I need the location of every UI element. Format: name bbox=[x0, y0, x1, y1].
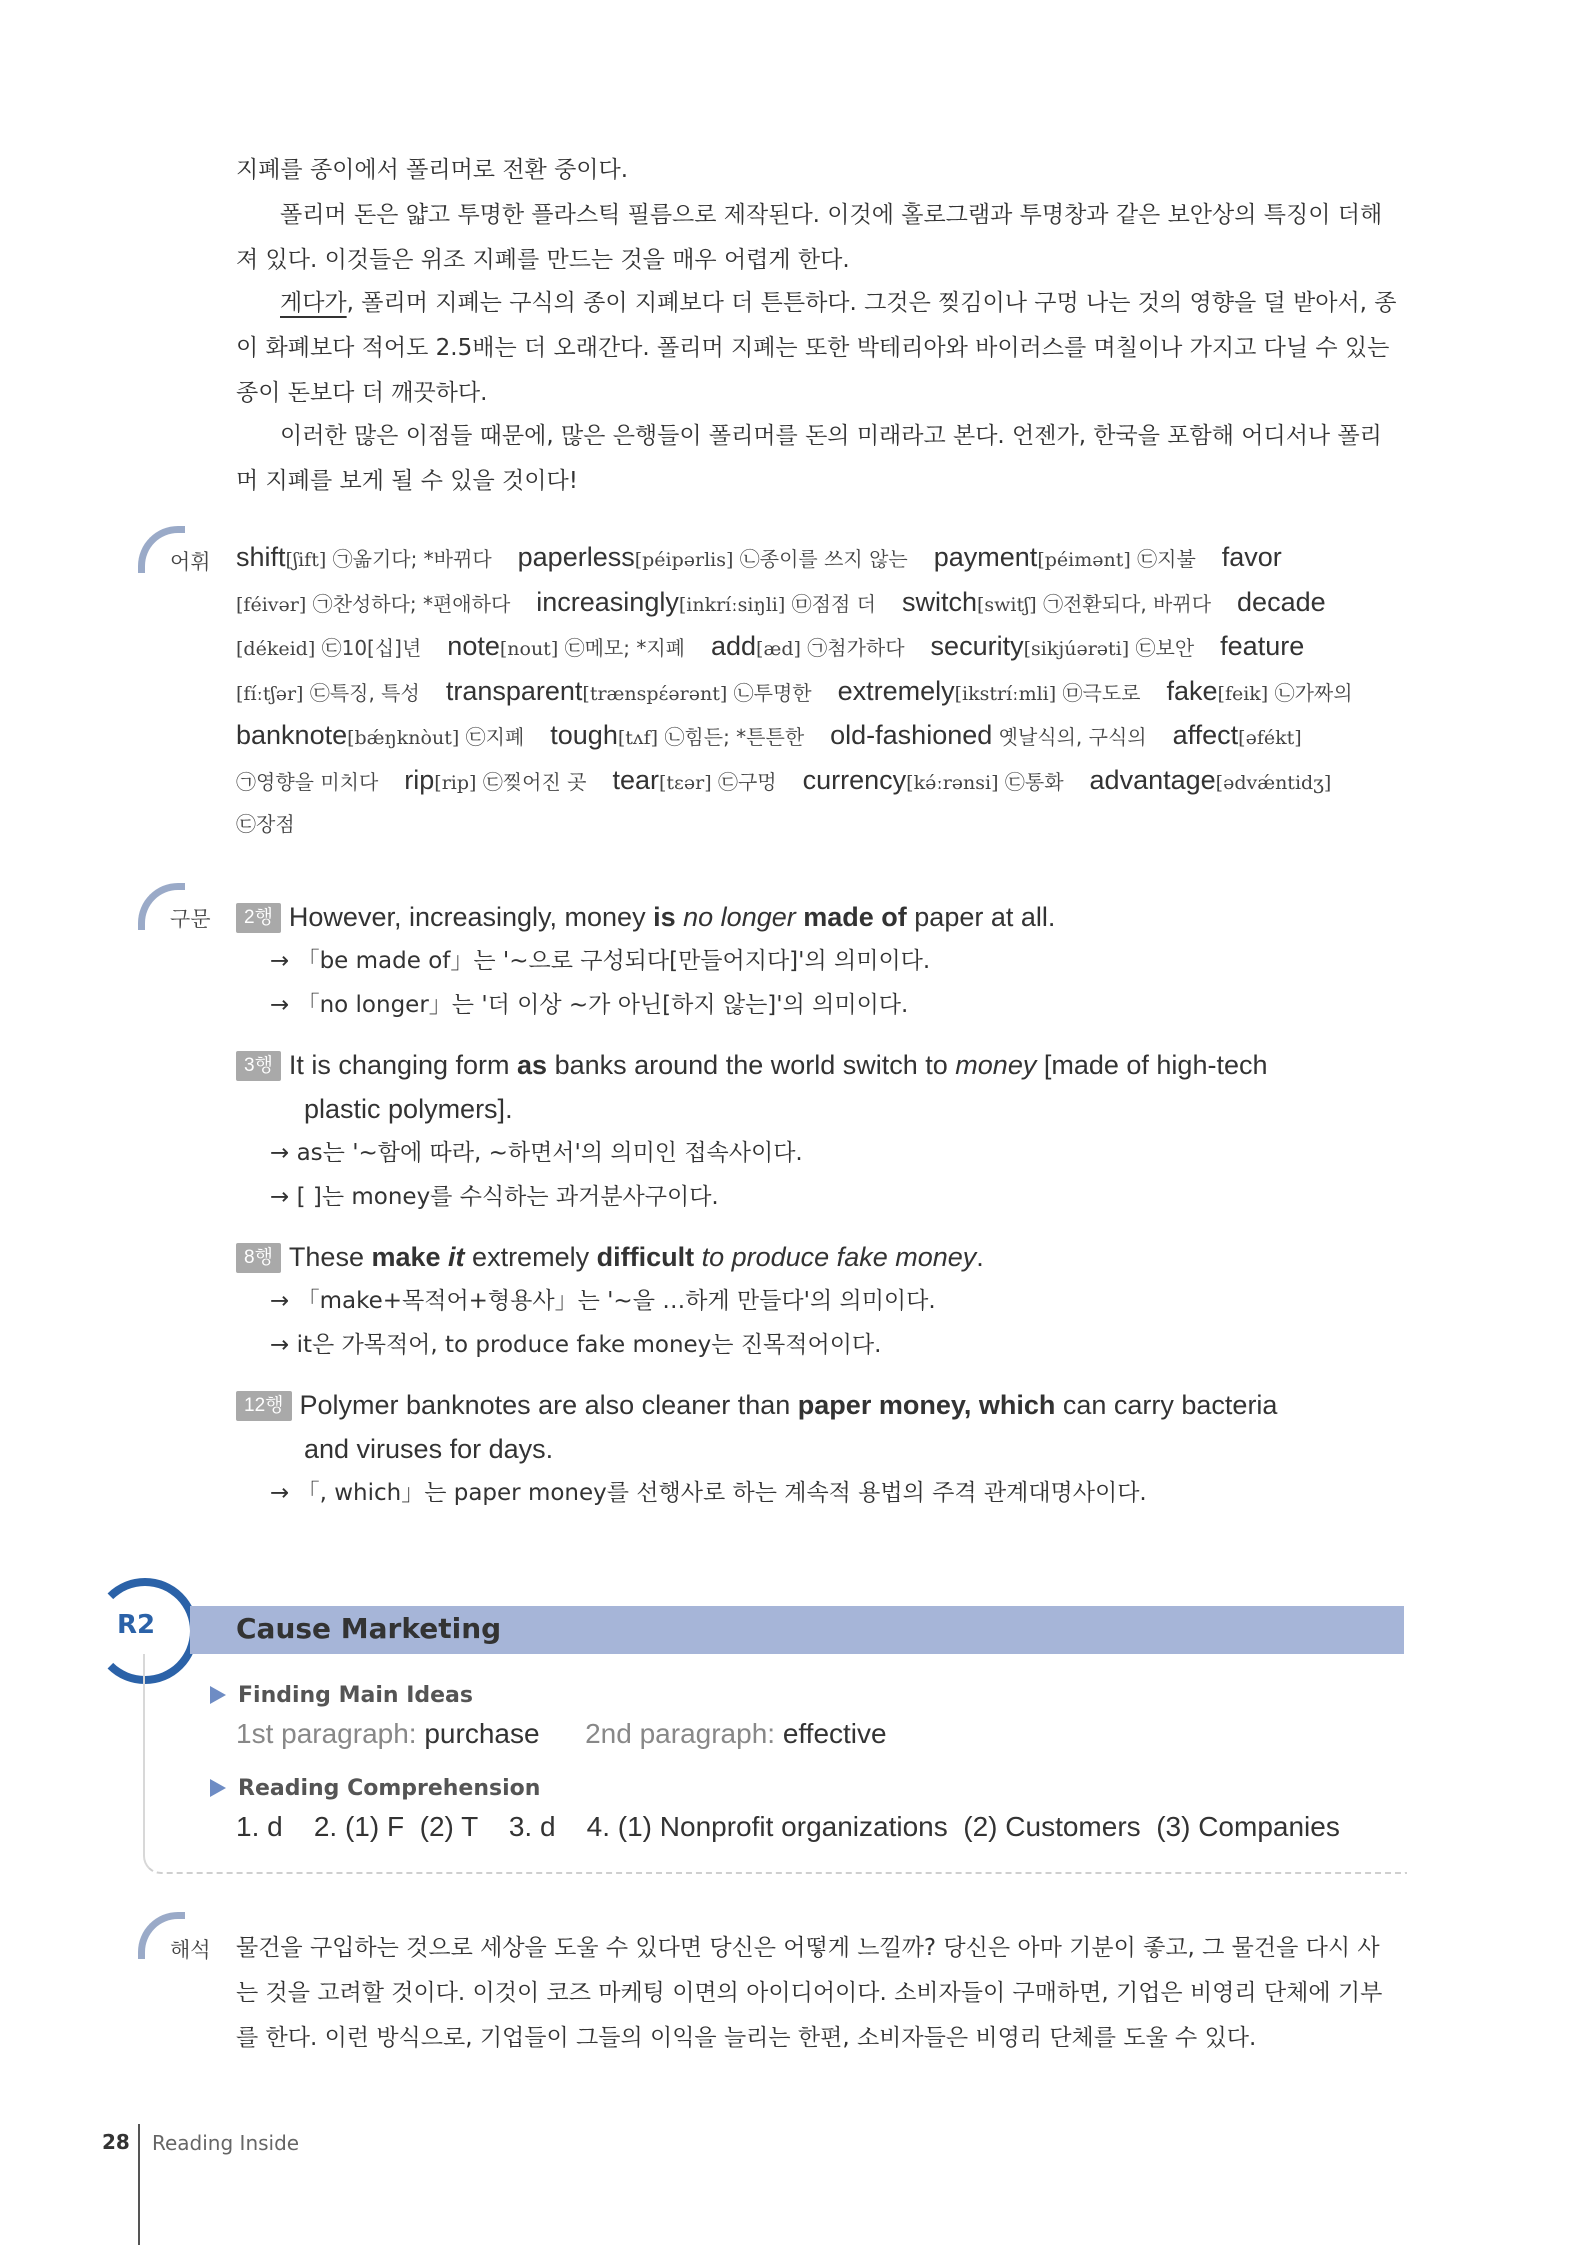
heading-text: Reading Comprehension bbox=[238, 1776, 541, 1801]
triangle-bullet-icon bbox=[210, 1779, 226, 1797]
vocab-word: security bbox=[930, 631, 1024, 661]
vocab-phonetic: [nout] bbox=[499, 638, 559, 660]
vocab-phonetic: [rip] bbox=[434, 771, 477, 794]
vocab-entry bbox=[445, 675, 812, 706]
vocab-tag bbox=[128, 526, 238, 576]
vocab-entry bbox=[837, 675, 1141, 706]
r2-title: Cause Marketing bbox=[236, 1612, 502, 1645]
grammar-note: → 「no longer」는 '더 이상 ~가 아닌[하지 않는]'의 의미이다. bbox=[270, 992, 909, 1018]
vocab-phonetic: [péimənt] bbox=[1037, 549, 1131, 571]
finding-main-ideas-answers bbox=[236, 1718, 887, 1750]
vocab-line bbox=[236, 580, 1426, 625]
vocab-line bbox=[236, 802, 1426, 847]
vocab-entry bbox=[236, 720, 525, 750]
vocab-meaning: ㉤극도로 bbox=[1062, 680, 1141, 705]
vocab-meaning: ㉡투명한 bbox=[733, 680, 812, 705]
vocab-entry bbox=[447, 631, 685, 661]
vocab-phonetic: [kə́ːrənsi] bbox=[906, 771, 999, 794]
vocab-entry bbox=[1089, 764, 1332, 795]
vocab-entry bbox=[1220, 631, 1305, 661]
vocab-meaning: ㉡종이를 쓰지 않는 bbox=[739, 547, 908, 571]
page-number: 28 bbox=[102, 2130, 130, 2154]
sentence-fragment: made of bbox=[803, 902, 907, 932]
sentence-fragment bbox=[676, 902, 684, 932]
vocab-word: rip bbox=[404, 764, 435, 795]
book-title: Reading Inside bbox=[152, 2131, 300, 2155]
vocab-line bbox=[236, 624, 1426, 669]
vocab-entry bbox=[710, 631, 905, 661]
grammar-sentence bbox=[236, 1383, 1426, 1427]
vocab-meaning: ㉡힘든; *튼튼한 bbox=[664, 725, 805, 749]
vocab-entry bbox=[550, 720, 805, 750]
line-number-badge: 2행 bbox=[236, 903, 281, 933]
vocab-meaning: ㉢지폐 bbox=[465, 725, 525, 749]
grammar-item bbox=[236, 1383, 1426, 1515]
grammar-sentence-cont: plastic polymers]. bbox=[304, 1094, 513, 1124]
vocab-entry bbox=[802, 764, 1064, 795]
r2-label: R2 bbox=[117, 1610, 156, 1640]
sentence-fragment: to produce fake money bbox=[701, 1242, 977, 1272]
vocab-phonetic: [fíːtʃər] bbox=[236, 682, 304, 705]
grammar-sentence-cont: and viruses for days. bbox=[304, 1434, 554, 1464]
vocab-phonetic: [tεər] bbox=[658, 771, 712, 794]
sentence-fragment: . bbox=[976, 1242, 984, 1272]
vocab-line bbox=[236, 713, 1426, 758]
sentence-fragment: However, increasingly, money bbox=[288, 902, 654, 932]
sentence-fragment: Polymer banknotes are also cleaner than bbox=[299, 1390, 798, 1420]
vocab-word: banknote bbox=[236, 720, 348, 750]
reading-comprehension-heading bbox=[210, 1776, 540, 1801]
vocab-entry bbox=[830, 720, 1147, 750]
vocab-entry bbox=[236, 636, 421, 660]
vocab-entry bbox=[1166, 675, 1353, 706]
reading-comprehension-answers: 1. d 2. (1) F (2) T 3. d 4. (1) Nonprofit organizations (2) Customers (3) Companies bbox=[236, 1811, 1340, 1842]
sentence-fragment: as bbox=[517, 1050, 548, 1080]
sentence-fragment: no longer bbox=[683, 902, 796, 932]
vocab-list bbox=[236, 535, 1426, 847]
answer-value: purchase bbox=[424, 1718, 540, 1749]
vocab-word: feature bbox=[1220, 631, 1305, 661]
vocab-meaning: ㉠첨가하다 bbox=[807, 636, 905, 660]
vocab-phonetic: [əfékt] bbox=[1238, 727, 1302, 749]
vocab-entry bbox=[236, 770, 378, 794]
sentence-fragment: banks around the world switch to bbox=[547, 1050, 956, 1080]
vocab-word: favor bbox=[1221, 542, 1282, 572]
answer-value: effective bbox=[782, 1718, 887, 1749]
vocab-phonetic: [ikstríːmli] bbox=[954, 682, 1057, 705]
vocab-phonetic: [switʃ] bbox=[976, 593, 1037, 616]
heading-text: Finding Main Ideas bbox=[238, 1683, 473, 1708]
vocab-phonetic: [bǽŋknòut] bbox=[347, 727, 460, 749]
vocab-meaning: ㉢지불 bbox=[1137, 547, 1196, 571]
vocab-word: switch bbox=[901, 586, 977, 617]
vocab-word: shift bbox=[236, 542, 286, 572]
vocab-phonetic: [inkríːsiŋli] bbox=[678, 593, 786, 616]
grammar-section bbox=[236, 895, 1426, 1531]
grammar-tag-label: 구문 bbox=[170, 907, 211, 931]
vocab-phonetic: [trænspέərənt] bbox=[582, 682, 728, 705]
vocab-meaning: ㉢구멍 bbox=[717, 769, 777, 794]
sentence-fragment: extremely bbox=[464, 1242, 597, 1272]
vocab-entry bbox=[236, 812, 295, 836]
sentence-fragment: [made of high-tech bbox=[1036, 1050, 1268, 1080]
vocab-phonetic: [sikjúərəti] bbox=[1023, 638, 1130, 660]
vocab-entry bbox=[404, 764, 587, 795]
vocab-meaning: ㉠영향을 미치다 bbox=[236, 769, 379, 794]
vocab-entry bbox=[236, 592, 510, 616]
vocab-meaning: ㉠찬성하다; *편애하다 bbox=[312, 591, 511, 616]
sentence-fragment: make bbox=[371, 1242, 441, 1272]
line-number-badge: 3행 bbox=[236, 1051, 281, 1081]
passage-text: , 폴리머 지폐는 구식의 종이 지폐보다 더 튼튼하다. 그것은 찢김이나 구멍 나는 것의 영향을 덜 받아서, 종이 화폐보다 적어도 2.5배는 더 오래간다. 폴리머 지폐는 또한 박테리아와 바이러스를 며칠이나 가지고 다닐 수 있는 종이 돈보다 더 깨끗하다. bbox=[236, 290, 1397, 406]
vocab-word: currency bbox=[802, 764, 907, 795]
vocab-word: payment bbox=[933, 542, 1038, 572]
vocab-line bbox=[236, 535, 1426, 580]
vocab-meaning: ㉠옮기다; *바뀌다 bbox=[332, 547, 492, 571]
vocab-entry bbox=[1221, 542, 1282, 572]
grammar-item bbox=[236, 1235, 1426, 1367]
vocab-word: tough bbox=[550, 720, 618, 750]
sentence-fragment: it bbox=[448, 1242, 465, 1272]
vocab-phonetic: [feik] bbox=[1217, 682, 1269, 705]
vocab-word: paperless bbox=[517, 542, 635, 572]
vocab-phonetic: [ʃift] bbox=[285, 549, 327, 571]
sentence-fragment: paper at all. bbox=[906, 902, 1056, 932]
vocab-entry bbox=[517, 542, 908, 572]
sentence-fragment: money bbox=[955, 1050, 1037, 1080]
vocab-word: note bbox=[447, 631, 500, 661]
sentence-fragment bbox=[694, 1242, 702, 1272]
sentence-fragment: It is changing form bbox=[288, 1050, 518, 1080]
passage-line: 지폐를 종이에서 폴리머로 전환 중이다. bbox=[236, 157, 629, 183]
vocab-entry bbox=[612, 764, 777, 795]
vocab-line bbox=[236, 669, 1426, 714]
vocab-entry bbox=[236, 542, 492, 572]
translation-tag-label: 해석 bbox=[170, 1938, 211, 1962]
vocab-entry bbox=[1172, 720, 1302, 750]
grammar-note: → 「, which」는 paper money를 선행사로 하는 계속적 용법의 주격 관계대명사이다. bbox=[270, 1480, 1147, 1506]
vocab-word: extremely bbox=[837, 675, 955, 706]
finding-main-ideas-heading bbox=[210, 1683, 473, 1708]
vocab-entry bbox=[930, 631, 1195, 661]
colon: : bbox=[408, 1718, 425, 1749]
vocab-meaning: ㉢찢어진 곳 bbox=[482, 769, 587, 794]
vocab-tag-label: 어휘 bbox=[170, 550, 211, 574]
line-number-badge: 8행 bbox=[236, 1243, 281, 1273]
vocab-entry bbox=[933, 542, 1196, 572]
vocab-word: transparent bbox=[445, 675, 583, 706]
sentence-fragment: is bbox=[653, 902, 676, 932]
grammar-sentence bbox=[236, 895, 1426, 939]
answer-key: 1st paragraph bbox=[236, 1718, 409, 1749]
vocab-meaning: ㉠전환되다, 바뀌다 bbox=[1043, 591, 1212, 616]
grammar-sentence bbox=[236, 1043, 1426, 1087]
grammar-item bbox=[236, 1043, 1426, 1219]
vocab-phonetic: [tʌf] bbox=[617, 727, 659, 749]
line-number-badge: 12행 bbox=[236, 1391, 292, 1421]
vocab-meaning: 옛날식의, 구식의 bbox=[998, 725, 1147, 749]
vocab-phonetic: [féivər] bbox=[236, 593, 307, 616]
grammar-note: → 「be made of」는 '~으로 구성되다[만들어지다]'의 의미이다. bbox=[270, 948, 931, 974]
vocab-entry bbox=[901, 586, 1212, 617]
grammar-item bbox=[236, 895, 1426, 1027]
vocab-meaning: ㉢보안 bbox=[1135, 636, 1195, 660]
vocab-word: advantage bbox=[1089, 764, 1216, 795]
vocab-meaning: ㉤점점 더 bbox=[791, 591, 876, 616]
translation-text: 물건을 구입하는 것으로 세상을 도울 수 있다면 당신은 어떻게 느낄까? 당신은 아마 기분이 좋고, 그 물건을 다시 사는 것을 고려할 것이다. 이것이 코즈 마케팅 이면의 아이디어이다. 소비자들이 구매하면, 기업은 비영리 단체에 기부를 한다. 이런 방식으로, 기업들이 그들의 이익을 늘리는 한편, 소비자들은 비영리 단체를 도울 수 있다. bbox=[236, 1935, 1383, 2051]
vocab-word: increasingly bbox=[536, 586, 679, 617]
vocab-word: old-fashioned bbox=[830, 720, 993, 750]
vocab-meaning: ㉢통화 bbox=[1004, 769, 1064, 794]
vocab-meaning: ㉢10[십]년 bbox=[321, 636, 422, 660]
vocab-phonetic: [ədvǽntidʒ] bbox=[1215, 771, 1332, 794]
translation-tag bbox=[128, 1912, 238, 1962]
grammar-note: → 「make+목적어+형용사」는 '~을 …하게 만들다'의 의미이다. bbox=[270, 1288, 936, 1314]
grammar-sentence bbox=[236, 1235, 1426, 1279]
footer-divider bbox=[138, 2124, 140, 2245]
sentence-fragment: paper money, which bbox=[797, 1390, 1056, 1420]
grammar-note: → [ ]는 money를 수식하는 과거분사구이다. bbox=[270, 1184, 719, 1210]
grammar-note: → it은 가목적어, to produce fake money는 진목적어이다. bbox=[270, 1332, 882, 1358]
vocab-meaning: ㉢특징, 특성 bbox=[309, 680, 420, 705]
vocab-meaning: ㉢장점 bbox=[236, 812, 295, 836]
passage-paragraph bbox=[236, 281, 1401, 416]
triangle-bullet-icon bbox=[210, 1686, 226, 1704]
vocab-entry bbox=[536, 586, 876, 617]
underlined-word: 게다가 bbox=[280, 290, 347, 316]
vocab-word: fake bbox=[1166, 675, 1218, 706]
sentence-fragment: difficult bbox=[596, 1242, 695, 1272]
colon: : bbox=[767, 1718, 783, 1749]
vocab-phonetic: [dékeid] bbox=[236, 638, 316, 660]
vocab-meaning: ㉢메모; *지폐 bbox=[564, 636, 685, 660]
vocab-word: affect bbox=[1172, 720, 1239, 750]
vocab-word: add bbox=[710, 631, 757, 661]
vocab-phonetic: [æd] bbox=[756, 638, 801, 660]
vocab-entry bbox=[1237, 586, 1326, 617]
grammar-note: → as는 '~함에 따라, ~하면서'의 의미인 접속사이다. bbox=[270, 1140, 803, 1166]
vocab-word: tear bbox=[612, 764, 659, 795]
vocab-phonetic: [péipərlis] bbox=[634, 549, 734, 571]
vocab-meaning: ㉡가짜의 bbox=[1274, 680, 1353, 705]
answer-key: 2nd paragraph bbox=[585, 1718, 768, 1749]
vocab-entry bbox=[236, 681, 420, 705]
sentence-fragment bbox=[441, 1242, 449, 1272]
passage-paragraph: 폴리머 돈은 얇고 투명한 플라스틱 필름으로 제작된다. 이것에 홀로그램과 투명창과 같은 보안상의 특징이 더해져 있다. 이것들은 위조 지폐를 만드는 것을 매우 어렵게 한다. bbox=[236, 202, 1383, 273]
sentence-fragment: can carry bacteria bbox=[1055, 1390, 1278, 1420]
grammar-tag bbox=[128, 883, 238, 933]
sentence-fragment: These bbox=[288, 1242, 372, 1272]
vocab-word: decade bbox=[1237, 586, 1326, 617]
vocab-line bbox=[236, 758, 1426, 803]
passage-paragraph: 이러한 많은 이점들 때문에, 많은 은행들이 폴리머를 돈의 미래라고 본다. 언젠가, 한국을 포함해 어디서나 폴리머 지폐를 보게 될 수 있을 것이다! bbox=[236, 423, 1382, 494]
